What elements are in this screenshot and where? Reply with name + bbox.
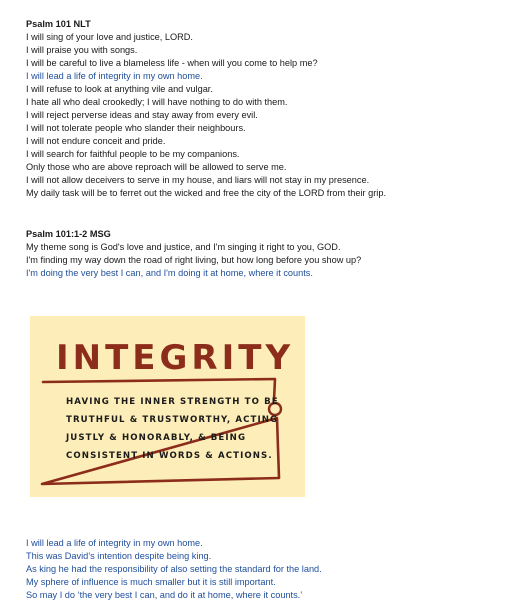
nlt-verse-line: I will not allow deceivers to serve in my house, and liars will not stay in my presence. bbox=[26, 175, 370, 185]
nlt-passage bbox=[26, 18, 506, 200]
poster-line: TRUTHFUL & TRUSTWORTHY, ACTING bbox=[66, 415, 279, 425]
nlt-verse-line: I will reject perverse ideas and stay away from every evil. bbox=[26, 110, 258, 120]
integrity-poster-art bbox=[30, 316, 305, 497]
poster-line: JUSTLY & HONORABLY, & BEING bbox=[66, 433, 247, 443]
msg-verse-line: My theme song is God's love and justice, and I'm singing it right to you, GOD. bbox=[26, 242, 341, 252]
reflection-line: As king he had the responsibility of also setting the standard for the land. bbox=[26, 564, 322, 574]
poster-line: CONSISTENT IN WORDS & ACTIONS. bbox=[66, 451, 273, 461]
nlt-verse-line: I will not endure conceit and pride. bbox=[26, 136, 166, 146]
nlt-verse-line: I will praise you with songs. bbox=[26, 45, 138, 55]
reflection-line: I will lead a life of integrity in my own home. bbox=[26, 538, 203, 548]
nlt-verse-line: I will sing of your love and justice, LORD. bbox=[26, 32, 193, 42]
nlt-verse-line: I will refuse to look at anything vile and vulgar. bbox=[26, 84, 213, 94]
nlt-verse-line: I hate all who deal crookedly; I will have nothing to do with them. bbox=[26, 97, 288, 107]
msg-verse-line: I'm finding my way down the road of right living, but how long before you show up? bbox=[26, 255, 362, 265]
nlt-verse-line: I will not tolerate people who slander their neighbours. bbox=[26, 123, 246, 133]
msg-passage bbox=[26, 228, 506, 280]
nlt-highlighted-verse-line: I will lead a life of integrity in my own home. bbox=[26, 71, 203, 81]
reflection-line: This was David’s intention despite being king. bbox=[26, 551, 212, 561]
msg-highlighted-verse-line: I'm doing the very best I can, and I'm doing it at home, where it counts. bbox=[26, 268, 313, 278]
nlt-heading: Psalm 101 NLT bbox=[26, 19, 91, 29]
reflection-line: So may I do ‘the very best I can, and do it at home, where it counts.’ bbox=[26, 590, 303, 600]
nlt-verse-line: I will be careful to live a blameless life - when will you come to help me? bbox=[26, 58, 318, 68]
nlt-verse-line: My daily task will be to ferret out the wicked and free the city of the LORD from their grip. bbox=[26, 188, 386, 198]
integrity-poster-image bbox=[30, 316, 305, 497]
nlt-verse-line: Only those who are above reproach will be allowed to serve me. bbox=[26, 162, 287, 172]
poster-line: HAVING THE INNER STRENGTH TO BE bbox=[66, 397, 279, 407]
poster-frame bbox=[42, 379, 279, 484]
msg-heading: Psalm 101:1-2 MSG bbox=[26, 229, 111, 239]
reflection-line: My sphere of influence is much smaller but it is still important. bbox=[26, 577, 276, 587]
reflection-passage bbox=[26, 537, 506, 602]
poster-title: INTEGRITY bbox=[56, 338, 295, 378]
nlt-verse-line: I will search for faithful people to be my companions. bbox=[26, 149, 240, 159]
